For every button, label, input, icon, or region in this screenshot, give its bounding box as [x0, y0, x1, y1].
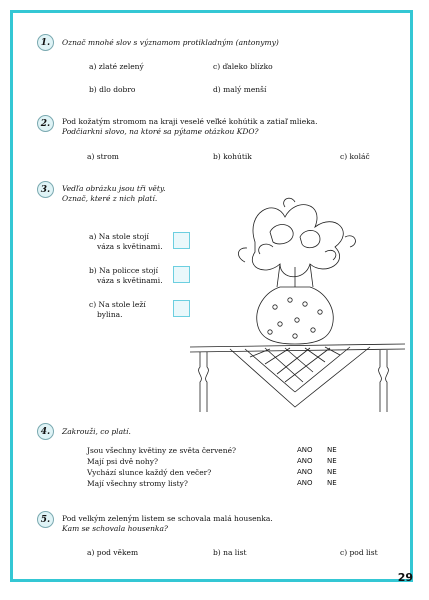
question-3-line1: Vedľa obrázku jsou tři věty.: [62, 184, 166, 193]
q2-option-a[interactable]: a) strom: [87, 152, 119, 161]
question-5-line2: Kam se schovala housenka?: [62, 524, 168, 533]
q3-option-b-line1: b) Na policce stojí: [89, 266, 158, 275]
q1-option-a[interactable]: a) zlaté zelený: [89, 62, 144, 71]
question-3-number: 3.: [37, 181, 54, 198]
q4-row-2-no[interactable]: NE: [327, 457, 337, 465]
q1-option-c[interactable]: c) ďaleko blízko: [213, 62, 273, 71]
q4-row-3-question: Vychází slunce každý den večer?: [87, 468, 212, 477]
q3-option-b-line2: váza s květinami.: [97, 276, 163, 285]
q2-option-b[interactable]: b) kohútik: [213, 152, 252, 161]
q4-row-1-no[interactable]: NE: [327, 446, 337, 454]
q5-option-c[interactable]: c) pod list: [340, 548, 378, 557]
q4-row-4-no[interactable]: NE: [327, 479, 337, 487]
q4-row-2-question: Mají psi dvě nohy?: [87, 457, 158, 466]
question-4-number: 4.: [37, 423, 54, 440]
q4-row-4-yes[interactable]: ANO: [297, 479, 313, 487]
q4-row-1-question: Jsou všechny květiny ze světa červené?: [87, 446, 237, 455]
q3-option-c-line1: c) Na stole leží: [89, 300, 146, 309]
question-3-line2: Označ, které z nich platí.: [62, 194, 158, 203]
q4-row-2-yes[interactable]: ANO: [297, 457, 313, 465]
question-1-text: Označ mnohé slov s významom protikladným (antonymy): [62, 38, 279, 47]
q3-option-a-line2: váza s květinami.: [97, 242, 163, 251]
question-1-number: 1.: [37, 34, 54, 51]
vase-on-table-illustration: [185, 192, 410, 417]
q5-option-a[interactable]: a) pod věkem: [87, 548, 139, 557]
question-2-line2: Podčiarkni slovo, na ktoré sa pýtame otázkou KDO?: [62, 127, 259, 136]
q2-option-c[interactable]: c) koláč: [340, 152, 370, 161]
question-5-line1: Pod velkým zeleným listem se schovala malá housenka.: [62, 514, 273, 523]
q1-option-d[interactable]: d) malý menší: [213, 85, 267, 94]
page-number: 29: [397, 571, 413, 584]
q4-row-1-yes[interactable]: ANO: [297, 446, 313, 454]
question-4-title: Zakrouži, co platí.: [62, 427, 131, 436]
q3-option-a-line1: a) Na stole stojí: [89, 232, 149, 241]
q4-row-3-yes[interactable]: ANO: [297, 468, 313, 476]
question-2-line1: Pod kožatým stromom na kraji veselé veľké kohútik a zatiaľ mlieka.: [62, 117, 318, 126]
q4-row-3-no[interactable]: NE: [327, 468, 337, 476]
q3-option-c-line2: bylina.: [97, 310, 123, 319]
q1-option-b[interactable]: b) dlo dobro: [89, 85, 136, 94]
q5-option-b[interactable]: b) na list: [213, 548, 247, 557]
question-5-number: 5.: [37, 511, 54, 528]
q4-row-4-question: Mají všechny stromy listy?: [87, 479, 188, 488]
question-2-number: 2.: [37, 115, 54, 132]
